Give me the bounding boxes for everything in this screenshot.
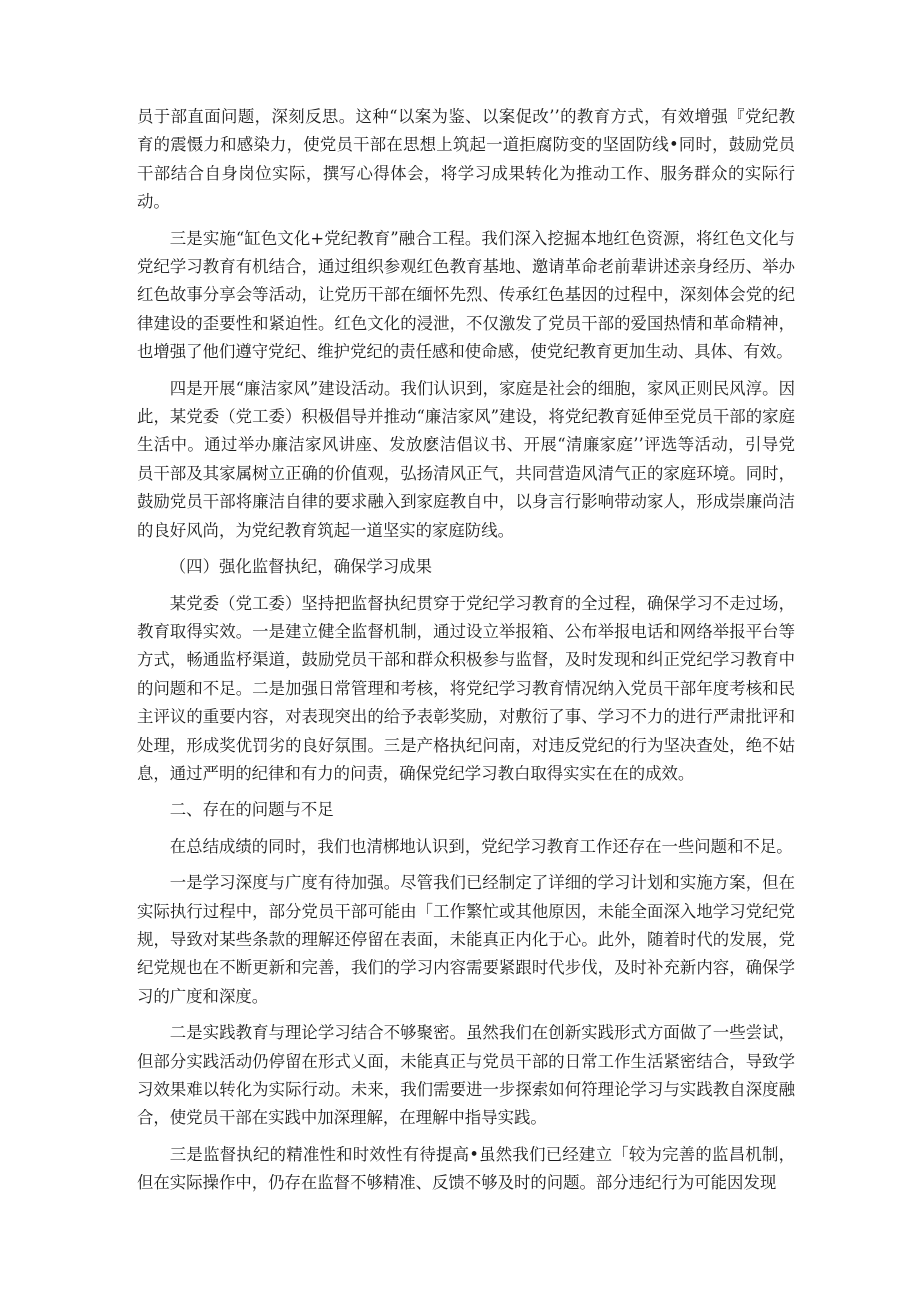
section-heading-problems: 二、存在的问题与不足 — [169, 800, 334, 820]
document-body — [137, 103, 795, 1206]
paragraph-clean-family: 四是开展“廉洁家风”建设活动。我们认识到，家庭是社会的细胞，家风正则民风淳。因此，某党委（党工委）积极倡导并推动“廉洁家风”建设，将党纪教育延伸至党员干部的家庭生活中。通过举办廉洁家风讲座、发放麽洁倡议书、开展“清廉家庭’’评选等活动，引导党员干部及其家属树立正确的价值观，弘扬清风正气，共同营造风清气正的家庭环境。同时，鼓励党员干部将廉洁自律的要求融入到家庭教自中，以身言行影响带动家人，形成崇廉尚洁的良好风尚，为党纪教育筑起一道坚实的家庭防线。 — [137, 378, 795, 540]
section-heading-supervision: （四）强化监督执纪，确保学习成果 — [169, 557, 433, 577]
paragraph-red-culture: 三是实施“缸色文化+党纪教育”融合工程。我们深入挖掘本地红色资源，将红色文化与党纪学习教育有机结合，通过组织参观红色教育基地、邀请革命老前辈讲述亲身经历、举办红色故事分享会等活动，让党历干部在缅怀先烈、传承红色基因的过程中，深刻体会党的纪律建设的歪要性和紧迫性。红色文化的浸泄，不仅激发了党员干部的爱国热情和革命精神，也增强了他们遵守党纪、维护党纪的责任感和使命感，使党纪教育更加生动、具体、有效。 — [137, 228, 795, 362]
paragraph-problem-depth: 一是学习深度与广度有待加强。尽管我们已经制定了详细的学习计划和实施方案，但在实际执行过程中，部分党员干部可能由「工作繁忙或其他原因，未能全面深入地学习党纪党规，导致对某些条款的理解还停留在表面，未能真正内化于心。此外，随着时代的发展，党纪党规也在不断更新和完善，我们的学习内容需要紧跟时代步伐，及时补充新内容，确保学习的广度和深度。 — [137, 873, 795, 1006]
paragraph-problem-practice: 二是实践教育与理论学习结合不够聚密。虽然我们在创新实践形式方面做了一些尝试，但部分实践活动仍停留在形式乂面，未能真正与党员干部的日常工作生活紧密结合，导致学习效果难以转化为实际行动。未来，我们需要进一步探索如何符理论学习与实践教自深度融合，使党员干部在实践中加深理解，在理解中指导实践。 — [137, 1023, 795, 1128]
paragraph-supervision: 某党委（党工委）坚持把监督执纪贯穿于党纪学习教育的全过程，确保学习不走过场，教育取得实效。一是建立健全监督机制，通过设立举报箱、公布举报电话和网络举报平台等方式，畅通监杼渠道，鼓励党员干部和群众积极参与监督，及时发现和纠正党纪学习教育中的问题和不足。二是加强日常管理和考核，将党纪学习教育情况纳入党员干部年度考核和民主评议的重要内容，对表现突出的给予表彰奖励，对敷衍了事、学习不力的进行严肃批评和处理，形成奖优罚劣的良好氛围。三是产格执纪问南，对违反党纪的行为坚决查处，绝不姑息，通过严明的纪律和有力的问责，确保党纪学习教白取得实实在在的成效。 — [137, 593, 795, 783]
paragraph-problem-supervision: 三是监督执纪的精准性和时效性有待提高•虽然我们已经建立「较为完善的监昌机制，但在实际操作中，仍存在监督不够精准、反馈不够及时的问题。部分违纪行为可能因发现 — [137, 1144, 795, 1193]
paragraph-problems-intro: 在总结成绩的同时，我们也清梆地认识到，党纪学习教育工作还存在一些问题和不足。 — [169, 836, 793, 856]
paragraph-continuation: 员于部直面问题，深刻反思。这种“以案为鉴、以案促改’’的教育方式，有效增强『党纪教育的震慑力和感染力，使党员干部在思想上筑起一道拒腐防变的坚固防线•同时，鼓励党员干部结合自身岗位实际，撰写心得体会，将学习成果转化为推动工作、服务群众的实际行动。 — [137, 107, 795, 212]
